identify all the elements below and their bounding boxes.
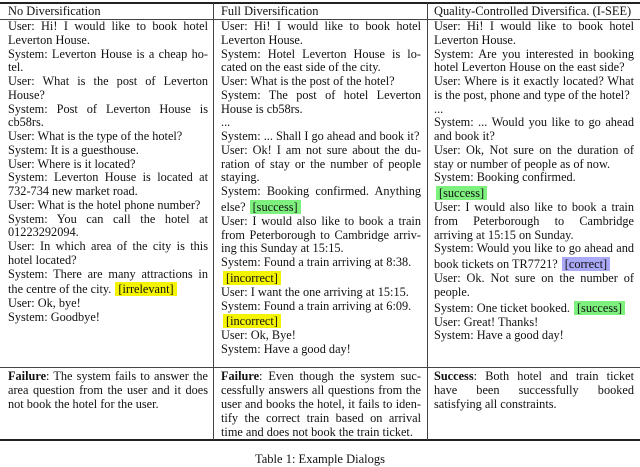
dialog-turn bbox=[221, 89, 421, 117]
dialog-turn bbox=[8, 297, 208, 311]
dialog-column bbox=[221, 20, 421, 357]
dialog-turn bbox=[221, 256, 421, 286]
dialog-turn bbox=[434, 48, 634, 76]
dialog-turn bbox=[8, 268, 208, 298]
dialog-turn bbox=[221, 130, 421, 144]
turn-text: User: Where is it exactly located? What is the post, phone and type of the hotel? bbox=[434, 74, 634, 102]
turn-text: User: In which area of the city is this hotel located? bbox=[8, 239, 208, 267]
turn-text: User: Ok! I am not sure about the duration of stay or the number of people staying. bbox=[221, 142, 421, 185]
turn-text: System: Found a train arriving at 6:09. bbox=[221, 298, 412, 313]
verdict-text: : The system fails to answer the area question from the user and it does not book the hotel for the user. bbox=[8, 369, 208, 411]
success-label: [success] bbox=[250, 200, 301, 214]
dialog-turn bbox=[434, 116, 634, 144]
dialog-turn bbox=[434, 20, 634, 48]
turn-text: System: It is a guesthouse. bbox=[8, 142, 139, 157]
turn-text: System: The post of hotel Leverton House is cb58rs. bbox=[221, 87, 421, 116]
verdict bbox=[221, 370, 421, 440]
turn-text: User: Hi! I would like to book hotel Leverton House. bbox=[434, 19, 634, 47]
turn-text: User: Great! Thanks! bbox=[434, 314, 539, 329]
incorrect-label: [incorrect] bbox=[223, 271, 281, 285]
dialog-turn bbox=[434, 171, 634, 201]
dialog-turn bbox=[8, 199, 208, 213]
dialog-turn bbox=[8, 48, 208, 76]
dialog-turn bbox=[221, 185, 421, 215]
dialog-turn bbox=[8, 20, 208, 48]
turn-text: System: ... Would you like to go ahead and book it? bbox=[434, 115, 634, 143]
dialog-turn bbox=[221, 75, 421, 89]
turn-text: System: Would you like to go ahead and book tickets on TR7721? bbox=[434, 241, 634, 271]
turn-text: User: Hi! I would like to book hotel Leverton House. bbox=[221, 19, 421, 47]
dialog-turn bbox=[8, 144, 208, 158]
dialog-column bbox=[434, 20, 634, 343]
turn-text: User: Where is it located? bbox=[8, 156, 136, 171]
dialog-turn bbox=[8, 75, 208, 103]
turn-text: System: Have a good day! bbox=[221, 342, 351, 356]
correct-label: [correct] bbox=[562, 257, 610, 271]
dialog-turn bbox=[434, 75, 634, 103]
turn-text: System: Post of Leverton House is cb58rs. bbox=[8, 101, 208, 130]
dialog-turn bbox=[221, 144, 421, 185]
turn-text: System: One ticket booked. bbox=[434, 300, 570, 315]
dialog-turn bbox=[221, 215, 421, 256]
turn-text: User: Ok, Bye! bbox=[221, 328, 296, 343]
verdict-text: : Both hotel and train ticket have been successfully booked satisfying all constraints. bbox=[434, 369, 634, 411]
turn-text: System: Leverton House is located at 732-734 new market road. bbox=[8, 170, 208, 198]
turn-text: ... bbox=[221, 115, 231, 130]
verdict bbox=[434, 370, 634, 412]
turn-text: User: Ok, bye! bbox=[8, 296, 81, 311]
dialog-turn bbox=[8, 240, 208, 268]
turn-text: User: What is the post of Leverton House? bbox=[8, 74, 208, 102]
dialog-turn bbox=[221, 116, 421, 130]
verdict-text: : Even though the system successfully answers all questions from the user and books the hotel, it fails to identify the correct train based on arrival time and does not book the train ticket. bbox=[221, 369, 421, 439]
dialog-turn bbox=[434, 103, 634, 117]
turn-text: User: Ok, Not sure on the duration of stay or number of people as of now. bbox=[434, 142, 634, 171]
dialog-turn bbox=[221, 48, 421, 76]
turn-text: System: Found a train arriving at 8:38. bbox=[221, 255, 412, 269]
dialog-turn bbox=[8, 311, 208, 325]
dialog-turn bbox=[434, 316, 634, 330]
verdict-label: Failure bbox=[8, 369, 47, 383]
incorrect-label: [incorrect] bbox=[223, 314, 281, 328]
turn-text: User: I want the one arriving at 15:15. bbox=[221, 284, 409, 299]
success-label: [success] bbox=[574, 301, 625, 315]
verdict bbox=[8, 370, 208, 412]
dialog-turn bbox=[8, 171, 208, 199]
turn-text: System: ... Shall I go ahead and book it? bbox=[221, 129, 420, 143]
dialog-turn bbox=[434, 272, 634, 300]
success-label: [success] bbox=[436, 186, 487, 200]
dialog-turn bbox=[221, 286, 421, 300]
turn-text: User: Hi! I would like to book hotel Leverton House. bbox=[8, 19, 208, 47]
column-divider bbox=[427, 3, 428, 440]
dialog-turn bbox=[221, 343, 421, 357]
dialog-turn bbox=[221, 20, 421, 48]
column-header: Quality-Controlled Diversifica. (I-SEE) bbox=[434, 4, 632, 18]
dialog-turn bbox=[434, 300, 634, 316]
turn-text: User: What is the type of the hotel? bbox=[8, 129, 183, 143]
dialog-turn bbox=[8, 103, 208, 131]
verdict-divider bbox=[0, 367, 640, 368]
turn-text: System: You can call the hotel at 01223292094. bbox=[8, 211, 208, 240]
dialog-turn bbox=[221, 329, 421, 343]
verdict-label: Failure bbox=[221, 369, 260, 383]
turn-text: User: What is the post of the hotel? bbox=[221, 74, 395, 88]
column-divider bbox=[213, 3, 214, 440]
turn-text: System: Booking confirmed. Anything else? bbox=[221, 184, 421, 214]
irrelevant-label: [irrelevant] bbox=[115, 282, 176, 296]
column-header: No Diversification bbox=[8, 4, 101, 18]
dialog-column bbox=[8, 20, 208, 325]
dialog-turn bbox=[434, 329, 634, 343]
turn-text: ... bbox=[434, 101, 444, 116]
turn-text: System: Are you interested in booking hotel Leverton House on the east side? bbox=[434, 46, 634, 75]
dialog-turn bbox=[434, 144, 634, 172]
verdict-label: Success bbox=[434, 369, 474, 383]
dialog-turn bbox=[221, 300, 421, 330]
turn-text: System: Have a good day! bbox=[434, 328, 564, 343]
turn-text: User: Ok. Not sure on the number of people. bbox=[434, 271, 634, 299]
dialog-turn bbox=[8, 158, 208, 172]
turn-text: System: Booking confirmed. bbox=[434, 170, 576, 185]
turn-text: User: I would also like to book a train from Peterborough to Cambridge arriving this Sunday at 15:15. bbox=[221, 213, 421, 256]
turn-text: System: Goodbye! bbox=[8, 310, 100, 324]
table-caption: Table 1: Example Dialogs bbox=[255, 452, 385, 466]
dialog-turn bbox=[434, 201, 634, 242]
dialog-turn bbox=[434, 242, 634, 272]
turn-text: User: What is the hotel phone number? bbox=[8, 197, 201, 212]
dialog-turn bbox=[8, 213, 208, 241]
turn-text: System: Hotel Leverton House is located on the east side of the city. bbox=[221, 46, 421, 75]
turn-text: User: I would also like to book a train from Peterborough to Cambridge arriving at 15:15 on Sunday. bbox=[434, 200, 634, 242]
turn-text: System: Leverton House is a cheap hotel. bbox=[8, 46, 208, 75]
dialog-turn bbox=[8, 130, 208, 144]
turn-text: System: There are many attractions in the centre of the city. bbox=[8, 266, 208, 297]
column-header: Full Diversification bbox=[221, 4, 319, 18]
